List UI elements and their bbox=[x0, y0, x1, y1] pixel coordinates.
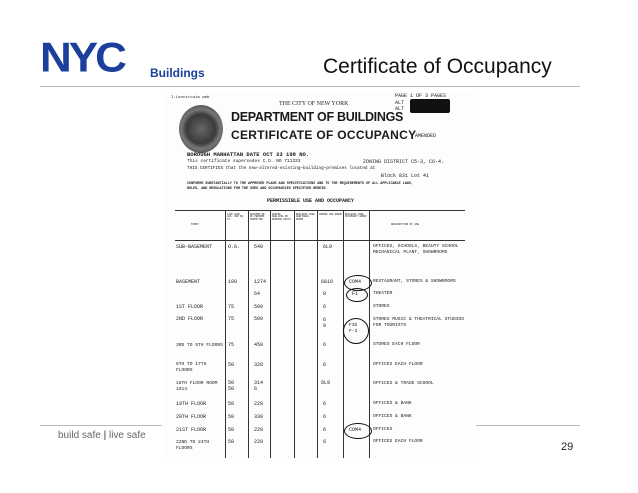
row-persons: 330 bbox=[254, 414, 264, 420]
row-description: RESTAURANT, STORES & SHOWROOMS bbox=[373, 279, 456, 284]
row-use-group: 6 bbox=[323, 362, 327, 368]
row-description: STORES EACH FLOOR bbox=[373, 342, 420, 347]
row-story: 21ST FLOOR bbox=[176, 427, 207, 433]
table-col-divider bbox=[317, 210, 318, 458]
row-use-group: 6 9 bbox=[323, 317, 327, 329]
row-persons: 320 bbox=[254, 362, 264, 368]
tagline-live-safe: live safe bbox=[108, 430, 146, 441]
tagline-separator: | bbox=[103, 430, 107, 441]
row-load: 50 bbox=[228, 439, 235, 445]
row-load: 50 bbox=[228, 362, 235, 368]
slide-title: Certificate of Occupancy bbox=[323, 55, 552, 78]
doc-department: DEPARTMENT OF BUILDINGS bbox=[231, 110, 404, 124]
row-persons: 220 bbox=[254, 439, 264, 445]
row-use-group: 6 bbox=[323, 414, 327, 420]
row-use-group: 6 bbox=[323, 401, 327, 407]
doc-supersedes-line: This certificate supersedes C.O. NO 711333 bbox=[187, 159, 301, 164]
doc-borough-line: BOROUGH MANHATTAN DATE OCT 23 198 NO. bbox=[187, 151, 310, 158]
doc-conforms-line-1: CONFORMS SUBSTANTIALLY TO THE APPROVED PLANS AND SPECIFICATIONS AND TO THE REQUIREMENTS OF ALL APPLICABLE LAWS, bbox=[187, 182, 413, 186]
row-use-group: 6L9 bbox=[321, 380, 331, 386]
row-description: OFFICES, SCHOOLS, BEAUTY SCHOOL MECHANICAL PLANT, SHOWROOMS bbox=[373, 244, 459, 255]
table-top-rule bbox=[175, 210, 465, 211]
row-description: OFFICES EACH FLOOR bbox=[373, 362, 423, 367]
row-load: 50 50 bbox=[228, 380, 235, 392]
row-description: STORES bbox=[373, 304, 390, 309]
row-use-group: 6 bbox=[323, 304, 327, 310]
col-header-description: DESCRIPTION OF USE bbox=[391, 223, 420, 226]
row-persons: 450 bbox=[254, 342, 264, 348]
col-header-load: LIVE LOAD LBS. PER SQ. FT. bbox=[227, 213, 245, 221]
col-header-dwelling: ZONING DWELLING OR ROOMING UNITS bbox=[272, 213, 291, 221]
doc-block-lot: Block 831 Lot 41 bbox=[381, 173, 430, 179]
highlight-circle bbox=[343, 318, 369, 344]
row-story: 3RD TO 5TH FLOORS bbox=[176, 343, 223, 348]
footer-rule-left bbox=[40, 425, 162, 426]
row-use-group: 6 bbox=[323, 439, 327, 445]
row-use-group: 6&10 bbox=[321, 279, 334, 285]
row-persons: 64 bbox=[254, 291, 261, 297]
row-story: BASEMENT bbox=[176, 279, 201, 285]
row-story: 1ST FLOOR bbox=[176, 304, 204, 310]
doc-permissible-heading: PERMISSIBLE USE AND OCCUPANCY bbox=[267, 198, 355, 204]
row-load: 75 bbox=[228, 316, 235, 322]
doc-city: THE CITY OF NEW YORK bbox=[279, 101, 349, 107]
row-description: THEATER bbox=[373, 291, 393, 296]
doc-certifies-line: THIS CERTIFIES that the new-altered-existing—building—premises located at bbox=[187, 166, 376, 171]
doc-amended: AMENDED bbox=[415, 133, 437, 139]
row-persons: 1274 bbox=[254, 279, 267, 285]
row-load: O.G. bbox=[228, 244, 241, 250]
doc-certificate-title: CERTIFICATE OF OCCUPANCY bbox=[231, 128, 417, 142]
row-occupancy-group: COM4 bbox=[349, 427, 362, 433]
highlight-circle bbox=[344, 423, 372, 439]
table-col-divider bbox=[369, 210, 370, 458]
row-occupancy-group: COM4 bbox=[349, 279, 362, 285]
slide-page-number: 29 bbox=[561, 441, 574, 453]
highlight-circle bbox=[346, 288, 368, 302]
row-load: 50 bbox=[228, 401, 235, 407]
row-persons: 220 bbox=[254, 427, 264, 433]
row-persons: 314 6 bbox=[254, 380, 264, 392]
row-load: 50 bbox=[228, 414, 235, 420]
row-persons: 500 bbox=[254, 304, 264, 310]
row-persons: 540 bbox=[254, 244, 264, 250]
table-col-divider bbox=[225, 210, 226, 458]
row-occupancy-group: F3b F-3 bbox=[349, 323, 358, 334]
row-story: 22ND TO 24TH FLOORS bbox=[176, 440, 210, 451]
row-load: 75 bbox=[228, 342, 235, 348]
doc-alt-label-2: ALT bbox=[395, 106, 405, 112]
table-col-divider bbox=[294, 210, 295, 458]
row-description: OFFICES & BANK bbox=[373, 401, 412, 406]
row-story: 2ND FLOOR bbox=[176, 316, 204, 322]
col-header-story: STORY bbox=[191, 223, 199, 226]
row-description: OFFICES & BANK bbox=[373, 414, 412, 419]
city-seal-icon bbox=[179, 105, 223, 153]
row-description: OFFICES bbox=[373, 427, 393, 432]
row-use-group: 6 bbox=[323, 342, 327, 348]
logo-nyc-text: NYC bbox=[40, 34, 124, 81]
row-use-group: 8 bbox=[323, 291, 327, 297]
row-load: 100 bbox=[228, 279, 238, 285]
logo-buildings-text: Buildings bbox=[150, 66, 205, 80]
tagline-build-safe: build safe bbox=[58, 430, 101, 441]
table-header-rule bbox=[175, 240, 465, 241]
row-story: SUB-BASEMENT bbox=[176, 244, 213, 250]
header-rule bbox=[40, 86, 580, 87]
row-description: OFFICES & TRADE SCHOOL bbox=[373, 381, 434, 386]
row-description: OFFICES EACH FLOOR bbox=[373, 439, 423, 444]
col-header-occupancy: BUILDING CODE OCCUPANCY GROUP bbox=[345, 213, 367, 219]
nyc-buildings-logo bbox=[40, 36, 210, 86]
row-persons: 220 bbox=[254, 401, 264, 407]
redaction-mark bbox=[410, 99, 450, 113]
footer-tagline bbox=[58, 430, 146, 441]
doc-zoning: ZONING DISTRICT C5-3, C6-4. bbox=[363, 159, 445, 165]
row-use-group: 6 bbox=[323, 427, 327, 433]
row-use-group: 6L9 bbox=[323, 244, 333, 250]
table-col-divider bbox=[248, 210, 249, 458]
footer-rule-right bbox=[476, 425, 580, 426]
table-col-divider bbox=[270, 210, 271, 458]
col-header-habitable: BUILDING CODE HABITABLE ROOMS bbox=[296, 213, 315, 221]
row-occupancy-group: F1 bbox=[352, 291, 359, 297]
doc-top-note: I-Lexcircuia web bbox=[171, 96, 210, 100]
row-persons: 500 bbox=[254, 316, 264, 322]
col-header-use-group: ZONING USE GROUP bbox=[319, 213, 342, 216]
row-story: 6TH TO 17TH FLOORS bbox=[176, 362, 207, 373]
doc-alt-label-1: ALT bbox=[395, 100, 405, 106]
row-load: 50 bbox=[228, 427, 235, 433]
doc-conforms-line-2: RULES, AND REGULATIONS FOR THE USES AND OCCUPANCIES SPECIFIED HEREIN. bbox=[187, 187, 328, 191]
row-load: 75 bbox=[228, 304, 235, 310]
row-story: 18TH FLOOR ROOM 1814 bbox=[176, 381, 218, 392]
col-header-persons: MAXIMUM NO. OF PERSONS PERMITTED bbox=[250, 213, 266, 221]
doc-page-info: PAGE 1 OF 3 PAGES bbox=[395, 93, 447, 99]
certificate-document-image bbox=[163, 92, 473, 458]
row-description: STORES MUSIC & THEATRICAL STUDIOS FOR TOURISTS bbox=[373, 317, 464, 328]
row-story: 20TH FLOOR bbox=[176, 414, 207, 420]
row-story: 19TH FLOOR bbox=[176, 401, 207, 407]
